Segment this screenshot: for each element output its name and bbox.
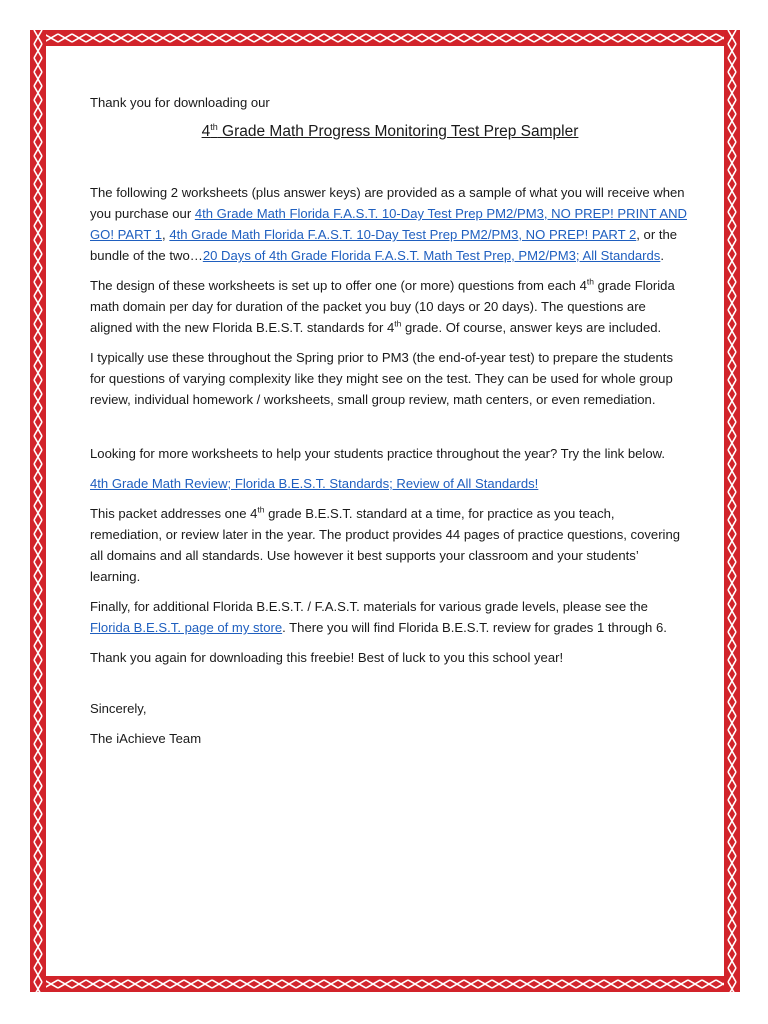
link-20-days-bundle[interactable]: 20 Days of 4th Grade Florida F.A.S.T. Math Test Prep, PM2/PM3; All Standards	[202, 248, 661, 263]
paragraph-text: .	[660, 248, 664, 263]
link-store-page[interactable]: Florida B.E.S.T. page of my store	[90, 620, 283, 635]
zigzag-pattern-left	[30, 30, 46, 992]
paragraph-worksheets	[90, 182, 690, 266]
decorative-border-right	[724, 30, 740, 992]
title-superscript: th	[210, 121, 218, 132]
intro-line: Thank you for downloading our	[90, 95, 270, 110]
paragraph-text: grade Florida math domain per day for duration of the packet you buy (10 days or 20 days). The questions are aligned with the new Florida B.E.S.T. standards for 4	[90, 278, 675, 335]
zigzag-pattern-right	[724, 30, 740, 992]
review-link-line	[90, 473, 690, 494]
zigzag-pattern-top	[30, 30, 740, 46]
paragraph-text: The following 2 worksheets (plus answer keys) are provided as a sample of what you will receive when you purchase our	[90, 185, 685, 221]
superscript: th	[394, 318, 402, 329]
letter-body	[90, 92, 690, 749]
paragraph-text: The design of these worksheets is set up to offer one (or more) questions from each 4	[90, 278, 587, 293]
paragraph-text: ,	[162, 227, 170, 242]
paragraph-text: This packet addresses one 4	[90, 506, 258, 521]
title-prefix: 4	[201, 123, 211, 140]
paragraph-thanks: Thank you again for downloading this freebie! Best of luck to you this school year!	[90, 650, 564, 665]
superscript: th	[586, 276, 594, 287]
superscript: th	[257, 504, 265, 515]
paragraph-text: Finally, for additional Florida B.E.S.T. / F.A.S.T. materials for various grade levels, please see the	[90, 599, 648, 614]
signature: The iAchieve Team	[90, 731, 202, 746]
paragraph-more-worksheets: Looking for more worksheets to help your students practice throughout the year? Try the link below.	[90, 446, 665, 461]
link-test-prep-part-1[interactable]: 4th Grade Math Florida F.A.S.T. 10-Day Test Prep PM2/PM3, NO PREP! PRINT AND GO! PART 1	[90, 206, 687, 242]
paragraph-text: , or the bundle of the two…	[90, 227, 678, 263]
link-test-prep-part-2[interactable]: 4th Grade Math Florida F.A.S.T. 10-Day Test Prep PM2/PM3, NO PREP! PART 2	[169, 227, 637, 242]
document-title	[90, 121, 690, 142]
zigzag-pattern-bottom	[30, 976, 740, 992]
decorative-border-bottom	[30, 976, 740, 992]
paragraph-text: . There you will find Florida B.E.S.T. review for grades 1 through 6.	[282, 620, 667, 635]
paragraph-packet	[90, 503, 690, 587]
paragraph-design	[90, 275, 690, 338]
link-math-review[interactable]: 4th Grade Math Review; Florida B.E.S.T. Standards; Review of All Standards!	[90, 476, 539, 491]
decorative-border-top	[30, 30, 740, 46]
title-rest: Grade Math Progress Monitoring Test Prep Sampler	[217, 123, 579, 140]
closing: Sincerely,	[90, 701, 147, 716]
decorative-border-left	[30, 30, 46, 992]
paragraph-usage: I typically use these throughout the Spring prior to PM3 (the end-of-year test) to prepare the students for questions of varying complexity like they might see on the test. They can be used for whole group review, individual homework / worksheets, small group review, math centers, or even remediation.	[90, 350, 673, 407]
paragraph-store	[90, 596, 690, 638]
paragraph-text: grade. Of course, answer keys are included.	[401, 320, 662, 335]
paragraph-text: grade B.E.S.T. standard at a time, for practice as you teach, remediation, or review later in the year. The product provides 44 pages of practice questions, covering all domains and all standards. Use however it best supports your classroom and your students’ learning.	[90, 506, 681, 584]
